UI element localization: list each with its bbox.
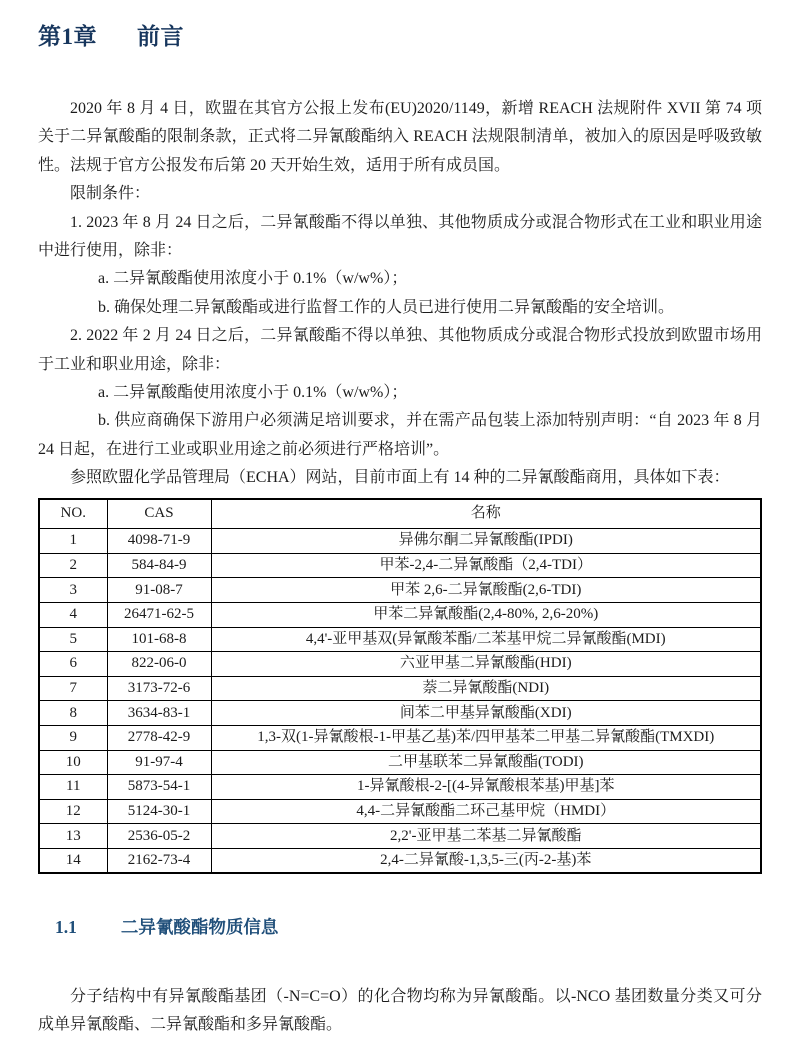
cell-name: 甲苯二异氰酸酯(2,4-80%, 2,6-20%) (211, 602, 761, 627)
cell-cas: 5124-30-1 (107, 799, 211, 824)
cell-name: 间苯二甲基异氰酸酯(XDI) (211, 701, 761, 726)
table-row (39, 750, 761, 775)
paragraph-closing: 分子结构中有异氰酸酯基团（-N=C=O）的化合物均称为异氰酸酯。以-NCO 基团数量分类又可分成单异氰酸酯、二异氰酸酯和多异氰酸酯。 (38, 988, 762, 1034)
cell-no: 6 (39, 652, 107, 677)
cell-cas: 4098-71-9 (107, 529, 211, 554)
cell-no: 2 (39, 553, 107, 578)
cell-no: 1 (39, 529, 107, 554)
cell-cas: 101-68-8 (107, 627, 211, 652)
cell-cas: 91-08-7 (107, 578, 211, 603)
paragraph-item2b: b. 供应商确保下游用户必须满足培训要求，并在需产品包装上添加特别声明：“自 2023 年 8 月 24 日起，在进行工业或职业用途之前必须进行严格培训”。 (38, 412, 762, 458)
cell-name: 4,4-二异氰酸酯二环己基甲烷（HMDI） (211, 799, 761, 824)
cell-cas: 3173-72-6 (107, 676, 211, 701)
cell-name: 1,3-双(1-异氰酸根-1-甲基乙基)苯/四甲基苯二甲基二异氰酸酯(TMXDI) (211, 725, 761, 750)
table-header-no: NO. (39, 499, 107, 529)
cell-no: 13 (39, 824, 107, 849)
cell-name: 六亚甲基二异氰酸酯(HDI) (211, 652, 761, 677)
cell-cas: 822-06-0 (107, 652, 211, 677)
table-header-row (39, 499, 761, 529)
table-row (39, 775, 761, 800)
chapter-heading (38, 18, 762, 51)
cell-no: 14 (39, 848, 107, 873)
closing-text (38, 983, 762, 1040)
chapter-title: 前言 (137, 24, 184, 49)
cell-no: 3 (39, 578, 107, 603)
cell-cas: 2162-73-4 (107, 848, 211, 873)
cell-name: 二甲基联苯二异氰酸酯(TODI) (211, 750, 761, 775)
cell-no: 5 (39, 627, 107, 652)
cell-name: 萘二异氰酸酯(NDI) (211, 676, 761, 701)
section-title: 二异氰酸酯物质信息 (120, 917, 279, 937)
table-row (39, 553, 761, 578)
cell-cas: 5873-54-1 (107, 775, 211, 800)
table-header-name: 名称 (211, 499, 761, 529)
table-row (39, 652, 761, 677)
body-text (38, 95, 762, 493)
cell-name: 2,2'-亚甲基二苯基二异氰酸酯 (211, 824, 761, 849)
table-row (39, 676, 761, 701)
cell-no: 4 (39, 602, 107, 627)
cell-name: 1-异氰酸根-2-[(4-异氰酸根苯基)甲基]苯 (211, 775, 761, 800)
paragraph-restriction-label: 限制条件： (70, 185, 151, 203)
cell-no: 11 (39, 775, 107, 800)
table-row (39, 578, 761, 603)
cell-no: 9 (39, 725, 107, 750)
cell-name: 2,4-二异氰酸-1,3,5-三(丙-2-基)苯 (211, 848, 761, 873)
cell-cas: 584-84-9 (107, 553, 211, 578)
table-row (39, 799, 761, 824)
diisocyanate-table (38, 498, 762, 874)
table-row (39, 848, 761, 873)
cell-name: 甲苯 2,6-二异氰酸酯(2,6-TDI) (211, 578, 761, 603)
cell-name: 异佛尔酮二异氰酸酯(IPDI) (211, 529, 761, 554)
table-body (39, 529, 761, 873)
table-row (39, 725, 761, 750)
cell-cas: 3634-83-1 (107, 701, 211, 726)
cell-cas: 2778-42-9 (107, 725, 211, 750)
paragraph-item2: 2. 2022 年 2 月 24 日之后，二异氰酸酯不得以单独、其他物质成分或混合物形式投放到欧盟市场用于工业和职业用途，除非： (38, 327, 762, 373)
section-number: 1.1 (55, 917, 77, 937)
cell-name: 甲苯-2,4-二异氰酸酯（2,4-TDI） (211, 553, 761, 578)
section-heading (55, 914, 762, 939)
cell-no: 10 (39, 750, 107, 775)
table-row (39, 627, 761, 652)
table-row (39, 824, 761, 849)
table-header-cas: CAS (107, 499, 211, 529)
paragraph-table-intro: 参照欧盟化学品管理局（ECHA）网站，目前市面上有 14 种的二异氰酸酯商用，具体如下表： (70, 469, 730, 487)
table-row (39, 602, 761, 627)
paragraph-item1b: b. 确保处理二异氰酸酯或进行监督工作的人员已进行使用二异氰酸酯的安全培训。 (98, 298, 675, 316)
chapter-number: 第1章 (38, 24, 97, 49)
table-row (39, 529, 761, 554)
cell-no: 12 (39, 799, 107, 824)
paragraph-intro: 2020 年 8 月 4 日，欧盟在其官方公报上发布(EU)2020/1149，新增 REACH 法规附件 XVII 第 74 项关于二异氰酸酯的限制条款，正式将二异氰酸酯纳入 REACH 法规限制清单，被加入的原因是呼吸致敏性。法规于官方公报发布后第 20 天开始生效，适用于所有成员国。 (38, 100, 762, 174)
cell-cas: 2536-05-2 (107, 824, 211, 849)
cell-no: 8 (39, 701, 107, 726)
paragraph-item2a: a. 二异氰酸酯使用浓度小于 0.1%（w/w%）； (98, 384, 408, 402)
cell-cas: 26471-62-5 (107, 602, 211, 627)
paragraph-item1a: a. 二异氰酸酯使用浓度小于 0.1%（w/w%）； (98, 270, 408, 288)
table-row (39, 701, 761, 726)
cell-cas: 91-97-4 (107, 750, 211, 775)
paragraph-item1: 1. 2023 年 8 月 24 日之后，二异氰酸酯不得以单独、其他物质成分或混合物形式在工业和职业用途中进行使用，除非： (38, 213, 762, 260)
cell-no: 7 (39, 676, 107, 701)
cell-name: 4,4'-亚甲基双(异氰酸苯酯/二苯基甲烷二异氰酸酯(MDI) (211, 627, 761, 652)
